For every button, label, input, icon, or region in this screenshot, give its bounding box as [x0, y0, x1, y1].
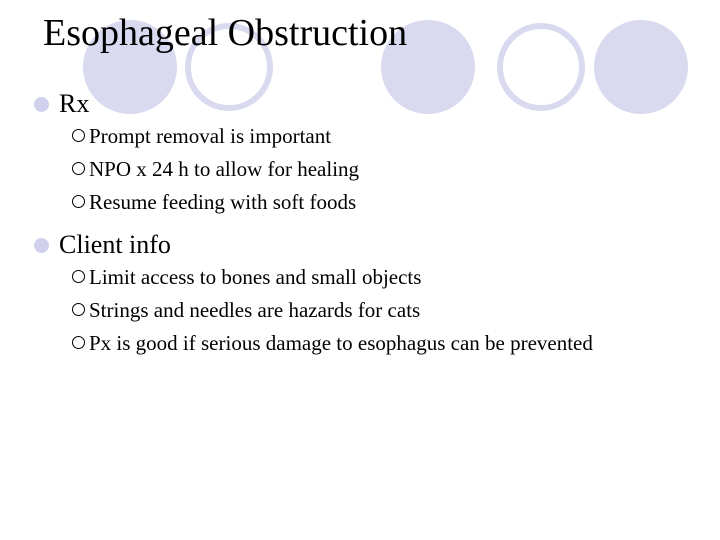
list-item-text: NPO x 24 h to allow for healing: [89, 157, 360, 181]
section-label: Rx: [59, 89, 90, 118]
slide-title: Esophageal Obstruction: [43, 12, 408, 54]
list-item: [0, 153, 720, 186]
list-item-text: Prompt removal is important: [89, 124, 332, 148]
list-item: [0, 294, 720, 327]
list-item-text: Limit access to bones and small objects: [89, 265, 422, 289]
hollow-bullet-icon: [72, 336, 85, 349]
hollow-bullet-icon: [72, 129, 85, 142]
list-item-text: Resume feeding with soft foods: [89, 190, 357, 214]
list-item: [0, 327, 720, 360]
filled-bullet-icon: [34, 97, 49, 112]
section-client-info: [0, 225, 720, 261]
list-item-text: Strings and needles are hazards for cats: [89, 298, 421, 322]
hollow-bullet-icon: [72, 195, 85, 208]
hollow-bullet-icon: [72, 270, 85, 283]
section-label: Client info: [59, 230, 171, 259]
filled-bullet-icon: [34, 238, 49, 253]
section-rx: [0, 84, 720, 120]
hollow-bullet-icon: [72, 303, 85, 316]
list-item-text: Px is good if serious damage to esophagus can be prevented: [89, 331, 593, 355]
list-item: [0, 120, 720, 153]
list-item: [0, 261, 720, 294]
slide-content: [0, 80, 720, 360]
list-item: [0, 186, 720, 219]
hollow-bullet-icon: [72, 162, 85, 175]
